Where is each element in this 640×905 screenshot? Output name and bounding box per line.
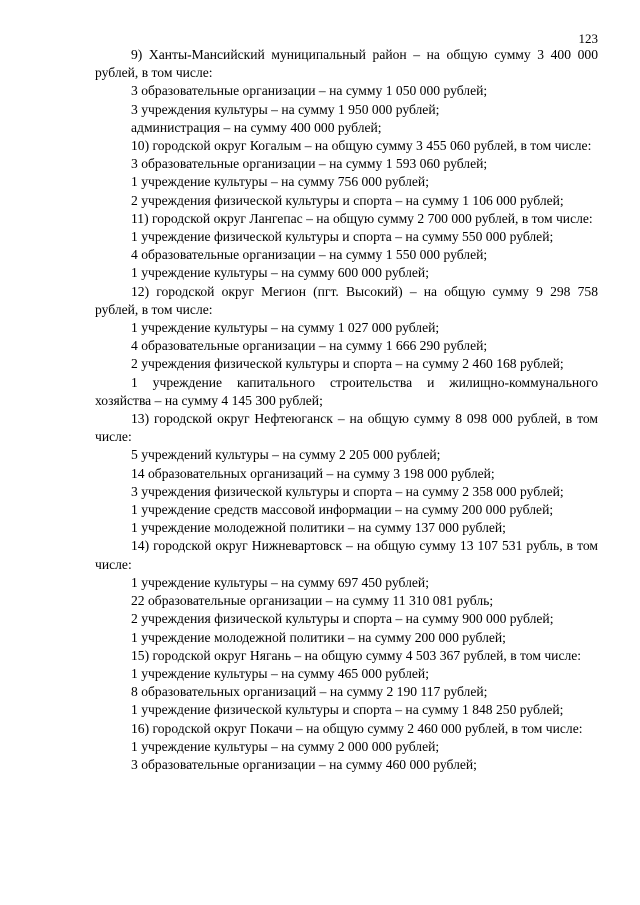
paragraph: 14) городской округ Нижневартовск – на общую сумму 13 107 531 рубль, в том числе:: [95, 538, 598, 572]
page-number: 123: [578, 31, 598, 46]
paragraph: 10) городской округ Когалым – на общую сумму 3 455 060 рублей, в том числе:: [131, 138, 592, 154]
paragraph: 3 образовательные организации – на сумму 460 000 рублей;: [131, 756, 477, 772]
paragraph: 1 учреждение культуры – на сумму 756 000 рублей;: [131, 174, 429, 190]
paragraph: 1 учреждение культуры – на сумму 697 450 рублей;: [131, 574, 429, 590]
paragraph: 4 образовательные организации – на сумму 1 666 290 рублей;: [131, 338, 488, 354]
paragraph: 3 образовательные организации – на сумму 1 050 000 рублей;: [131, 83, 488, 99]
paragraph: 8 образовательных организаций – на сумму 2 190 117 рублей;: [131, 684, 488, 700]
paragraph: 5 учреждений культуры – на сумму 2 205 000 рублей;: [131, 447, 441, 463]
paragraph: 1 учреждение культуры – на сумму 600 000 рублей;: [131, 265, 429, 281]
paragraph: администрация – на сумму 400 000 рублей;: [131, 119, 382, 135]
paragraph: 1 учреждение культуры – на сумму 1 027 000 рублей;: [131, 320, 440, 336]
paragraph: 1 учреждение капитального строительства и жилищно-коммунального хозяйства – на сумму 4 145 300 рублей;: [95, 374, 598, 408]
paragraph: 1 учреждение культуры – на сумму 2 000 000 рублей;: [131, 738, 440, 754]
paragraph: 22 образовательные организации – на сумму 11 310 081 рубль;: [131, 593, 494, 609]
paragraph: 1 учреждение средств массовой информации – на сумму 200 000 рублей;: [131, 502, 554, 518]
paragraph: 12) городской округ Мегион (пгт. Высокий) – на общую сумму 9 298 758 рублей, в том числе:: [95, 283, 598, 317]
paragraph: 1 учреждение физической культуры и спорта – на сумму 550 000 рублей;: [131, 229, 554, 245]
paragraph: 9) Ханты-Мансийский муниципальный район – на общую сумму 3 400 000 рублей, в том числе:: [95, 47, 598, 81]
paragraph: 4 образовательные организации – на сумму 1 550 000 рублей;: [131, 247, 488, 263]
paragraph: 2 учреждения физической культуры и спорта – на сумму 2 460 168 рублей;: [131, 356, 564, 372]
paragraph: 3 образовательные организации – на сумму 1 593 060 рублей;: [131, 156, 488, 172]
paragraph: 13) городской округ Нефтеюганск – на общую сумму 8 098 000 рублей, в том числе:: [95, 411, 598, 445]
paragraph: 11) городской округ Лангепас – на общую сумму 2 700 000 рублей, в том числе:: [131, 210, 593, 226]
paragraph: 15) городской округ Нягань – на общую сумму 4 503 367 рублей, в том числе:: [131, 647, 582, 663]
paragraph: 2 учреждения физической культуры и спорта – на сумму 900 000 рублей;: [131, 611, 554, 627]
paragraph: 1 учреждение культуры – на сумму 465 000 рублей;: [131, 665, 429, 681]
paragraph: 1 учреждение молодежной политики – на сумму 137 000 рублей;: [131, 520, 506, 536]
paragraph: 3 учреждения культуры – на сумму 1 950 000 рублей;: [131, 101, 440, 117]
paragraph: 2 учреждения физической культуры и спорта – на сумму 1 106 000 рублей;: [131, 192, 564, 208]
paragraph: 14 образовательных организаций – на сумму 3 198 000 рублей;: [131, 465, 495, 481]
paragraph: 1 учреждение молодежной политики – на сумму 200 000 рублей;: [131, 629, 506, 645]
paragraph: 3 учреждения физической культуры и спорта – на сумму 2 358 000 рублей;: [131, 483, 564, 499]
paragraph: 16) городской округ Покачи – на общую сумму 2 460 000 рублей, в том числе:: [131, 720, 583, 736]
paragraph: 1 учреждение физической культуры и спорта – на сумму 1 848 250 рублей;: [131, 702, 564, 718]
document-body: [95, 46, 598, 774]
